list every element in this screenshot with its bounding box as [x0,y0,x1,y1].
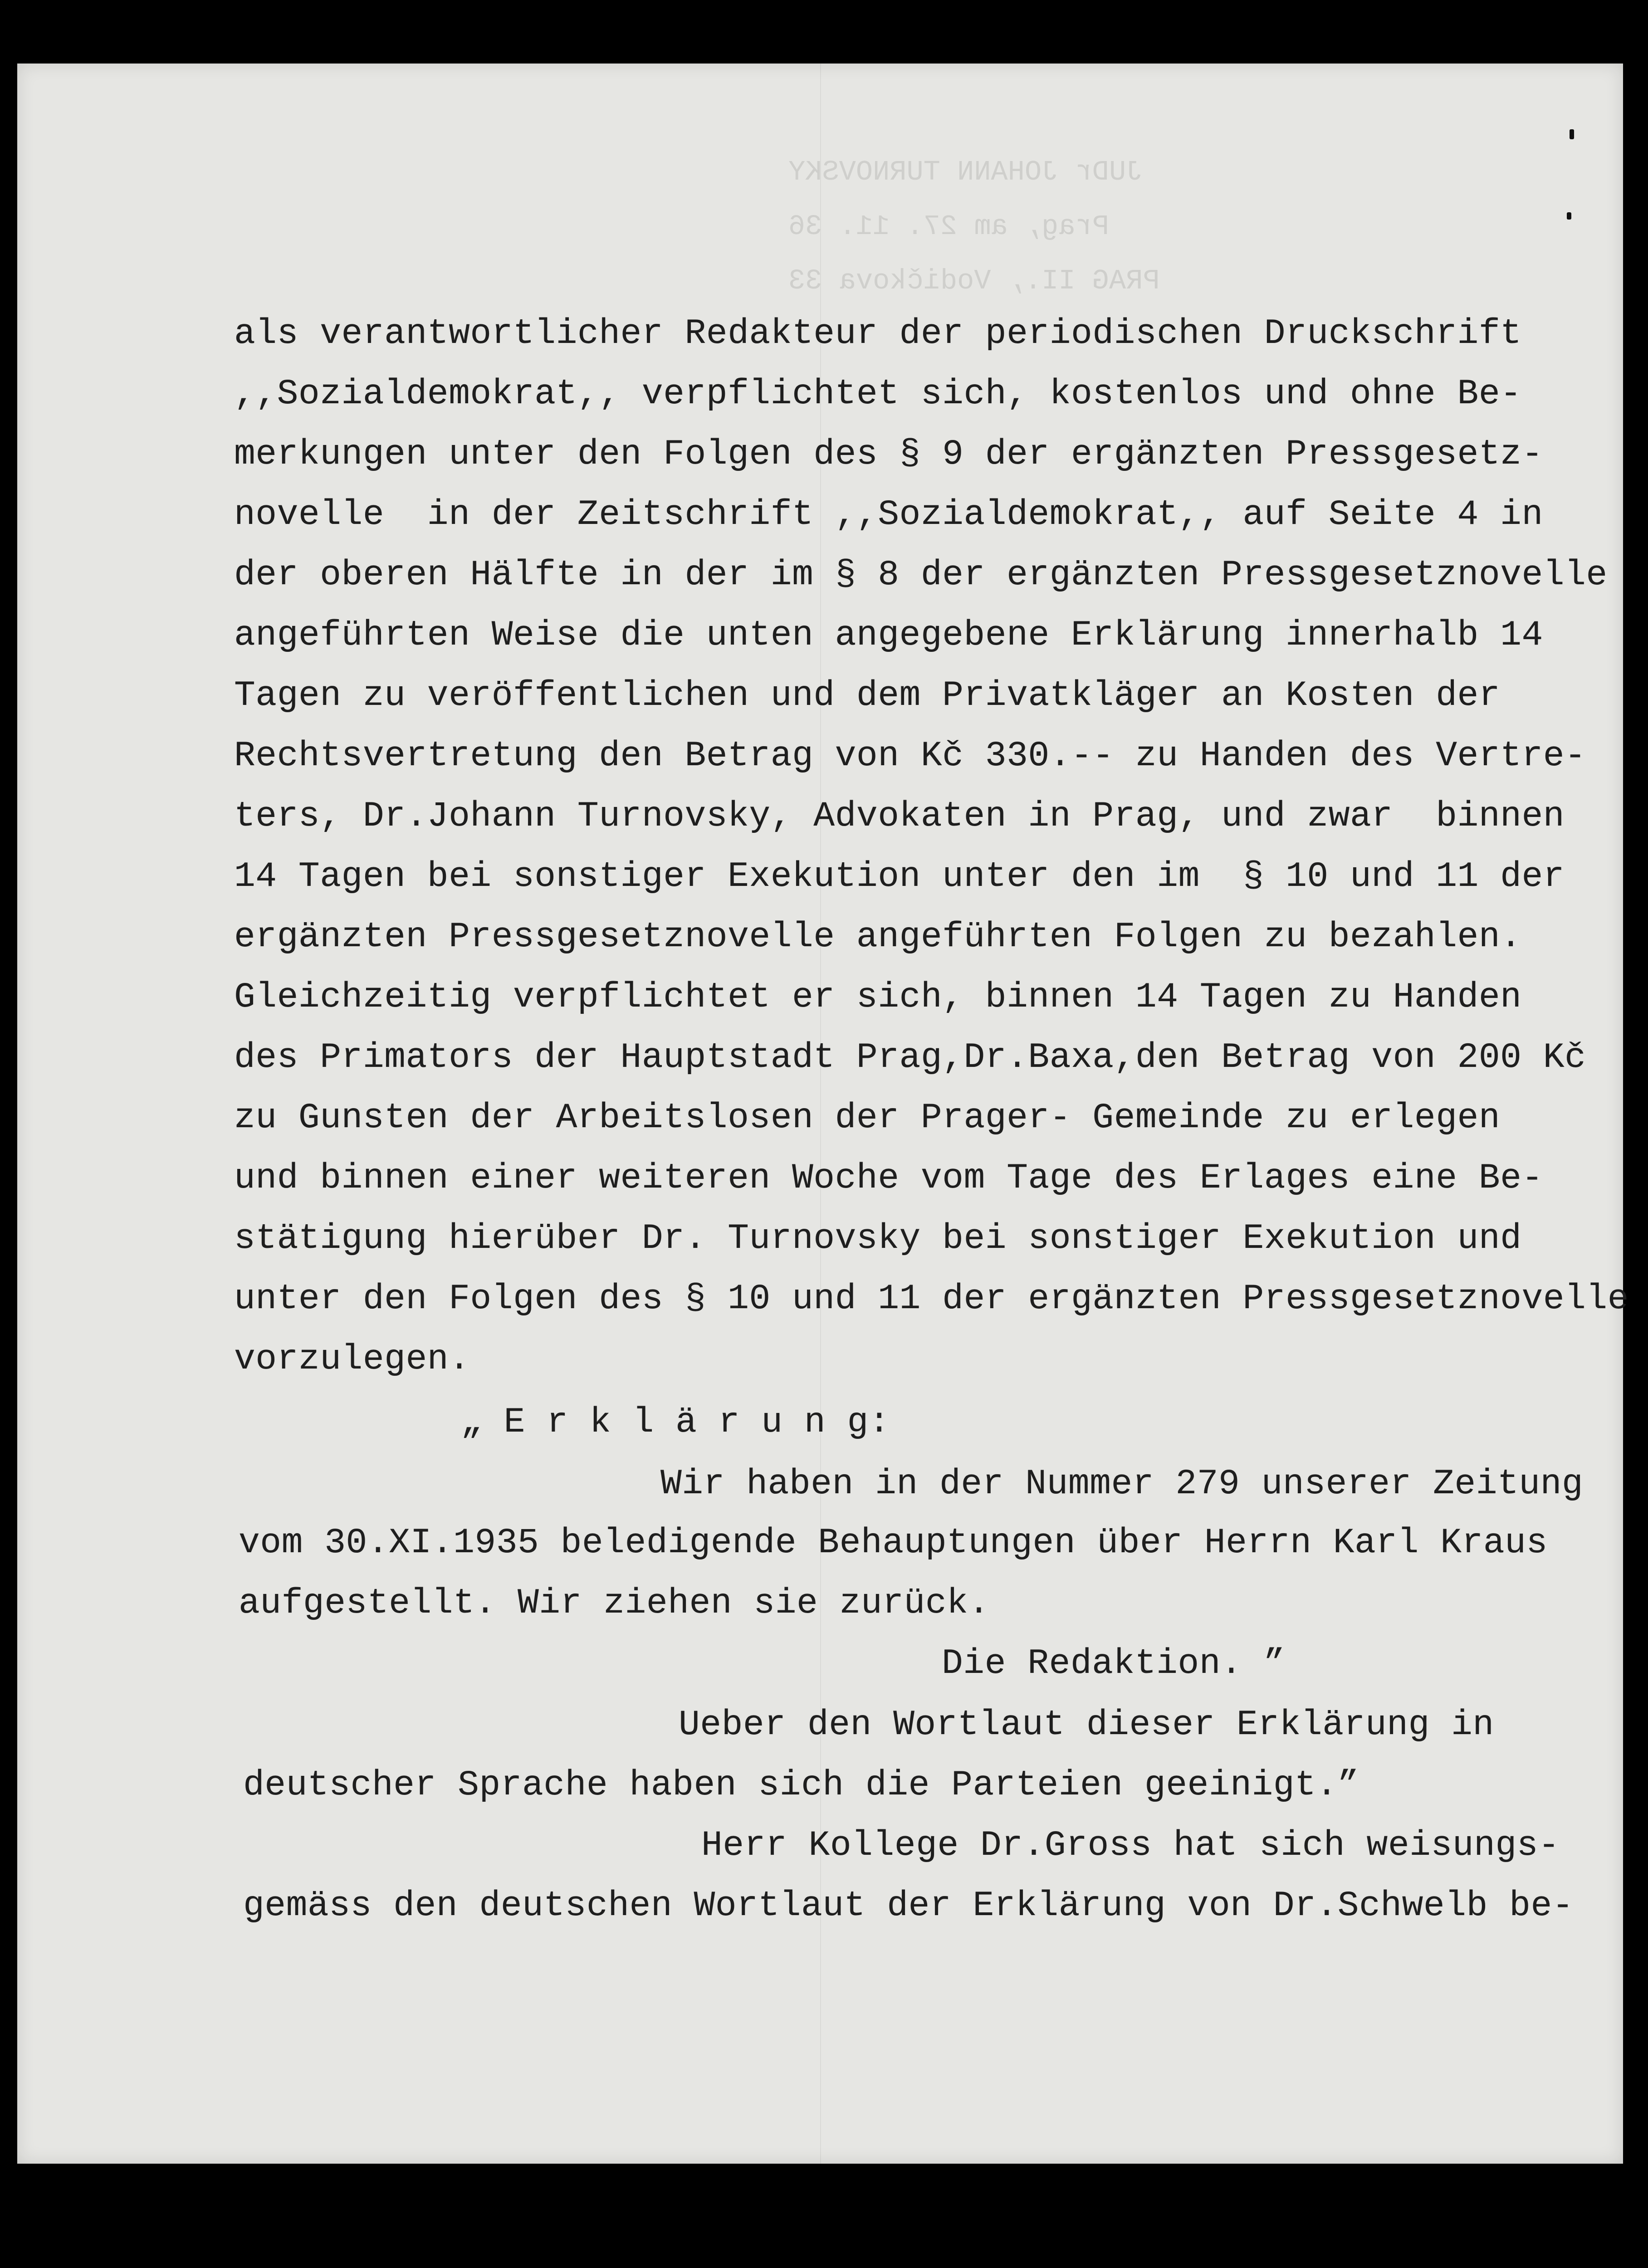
body-line: zu Gunsten der Arbeitslosen der Prager- Gemeinde zu erlegen [234,1098,1501,1138]
declaration-line: vom 30.XI.1935 beledigende Behauptungen über Herrn Karl Kraus [239,1523,1548,1563]
body-line: und binnen einer weiteren Woche vom Tage des Erlages eine Be- [234,1158,1543,1198]
letterhead-line-1: JUDr JOHANN TURNOVSKY [788,156,1143,188]
letterhead-line-3: Prag, am 27. 11. 36 [788,210,1109,243]
body-line: als verantwortlicher Redakteur der periodischen Druckschrift [234,314,1522,354]
body-line: Herr Kollege Dr.Gross hat sich weisungs- [701,1826,1560,1866]
body-line: vorzulegen. [234,1339,470,1379]
declaration-signature: Die Redaktion. ” [942,1644,1285,1684]
body-line: Rechtsvertretung den Betrag von Kč 330.-- zu Handen des Vertre- [234,736,1586,776]
declaration-heading: „ E r k l ä r u n g: [461,1403,890,1442]
declaration-line: aufgestellt. Wir ziehen sie zurück. [239,1584,990,1623]
body-line: ergänzten Pressgesetznovelle angeführten Folgen zu bezahlen. [234,917,1522,957]
body-line: Ueber den Wortlaut dieser Erklärung in [679,1705,1494,1745]
letterhead-line-2: PRAG II., Vodičkova 33 [788,265,1160,297]
body-line: Tagen zu veröffentlichen und dem Privatkläger an Kosten der [234,676,1501,716]
declaration-line: Wir haben in der Nummer 279 unserer Zeitung [660,1464,1584,1504]
document-page [17,64,1629,2164]
body-line: novelle in der Zeitschrift ,,Sozialdemokrat,, auf Seite 4 in [234,495,1543,535]
body-line: ters, Dr.Johann Turnovsky, Advokaten in Prag, und zwar binnen [234,797,1565,836]
punch-mark-2 [1567,212,1571,220]
body-line: merkungen unter den Folgen des § 9 der ergänzten Pressgesetz- [234,435,1543,474]
body-line: ,,Sozialdemokrat,, verpflichtet sich, kostenlos und ohne Be- [234,374,1522,414]
body-line: 14 Tagen bei sonstiger Exekution unter den im § 10 und 11 der [234,857,1565,897]
body-line: Gleichzeitig verpflichtet er sich, binnen 14 Tagen zu Handen [234,978,1522,1017]
body-line: angeführten Weise die unten angegebene Erklärung innerhalb 14 [234,616,1543,655]
body-line: deutscher Sprache haben sich die Parteien geeinigt.” [243,1765,1359,1805]
punch-mark-1 [1570,129,1574,139]
body-line: gemäss den deutschen Wortlaut der Erklärung von Dr.Schwelb be- [243,1886,1574,1926]
body-line: unter den Folgen des § 10 und 11 der ergänzten Pressgesetznovelle [234,1279,1629,1319]
body-line: des Primators der Hauptstadt Prag,Dr.Baxa,den Betrag von 200 Kč [234,1038,1586,1078]
body-line: der oberen Hälfte in der im § 8 der ergänzten Pressgesetznovelle [234,555,1608,595]
body-line: stätigung hierüber Dr. Turnovsky bei sonstiger Exekution und [234,1219,1522,1259]
